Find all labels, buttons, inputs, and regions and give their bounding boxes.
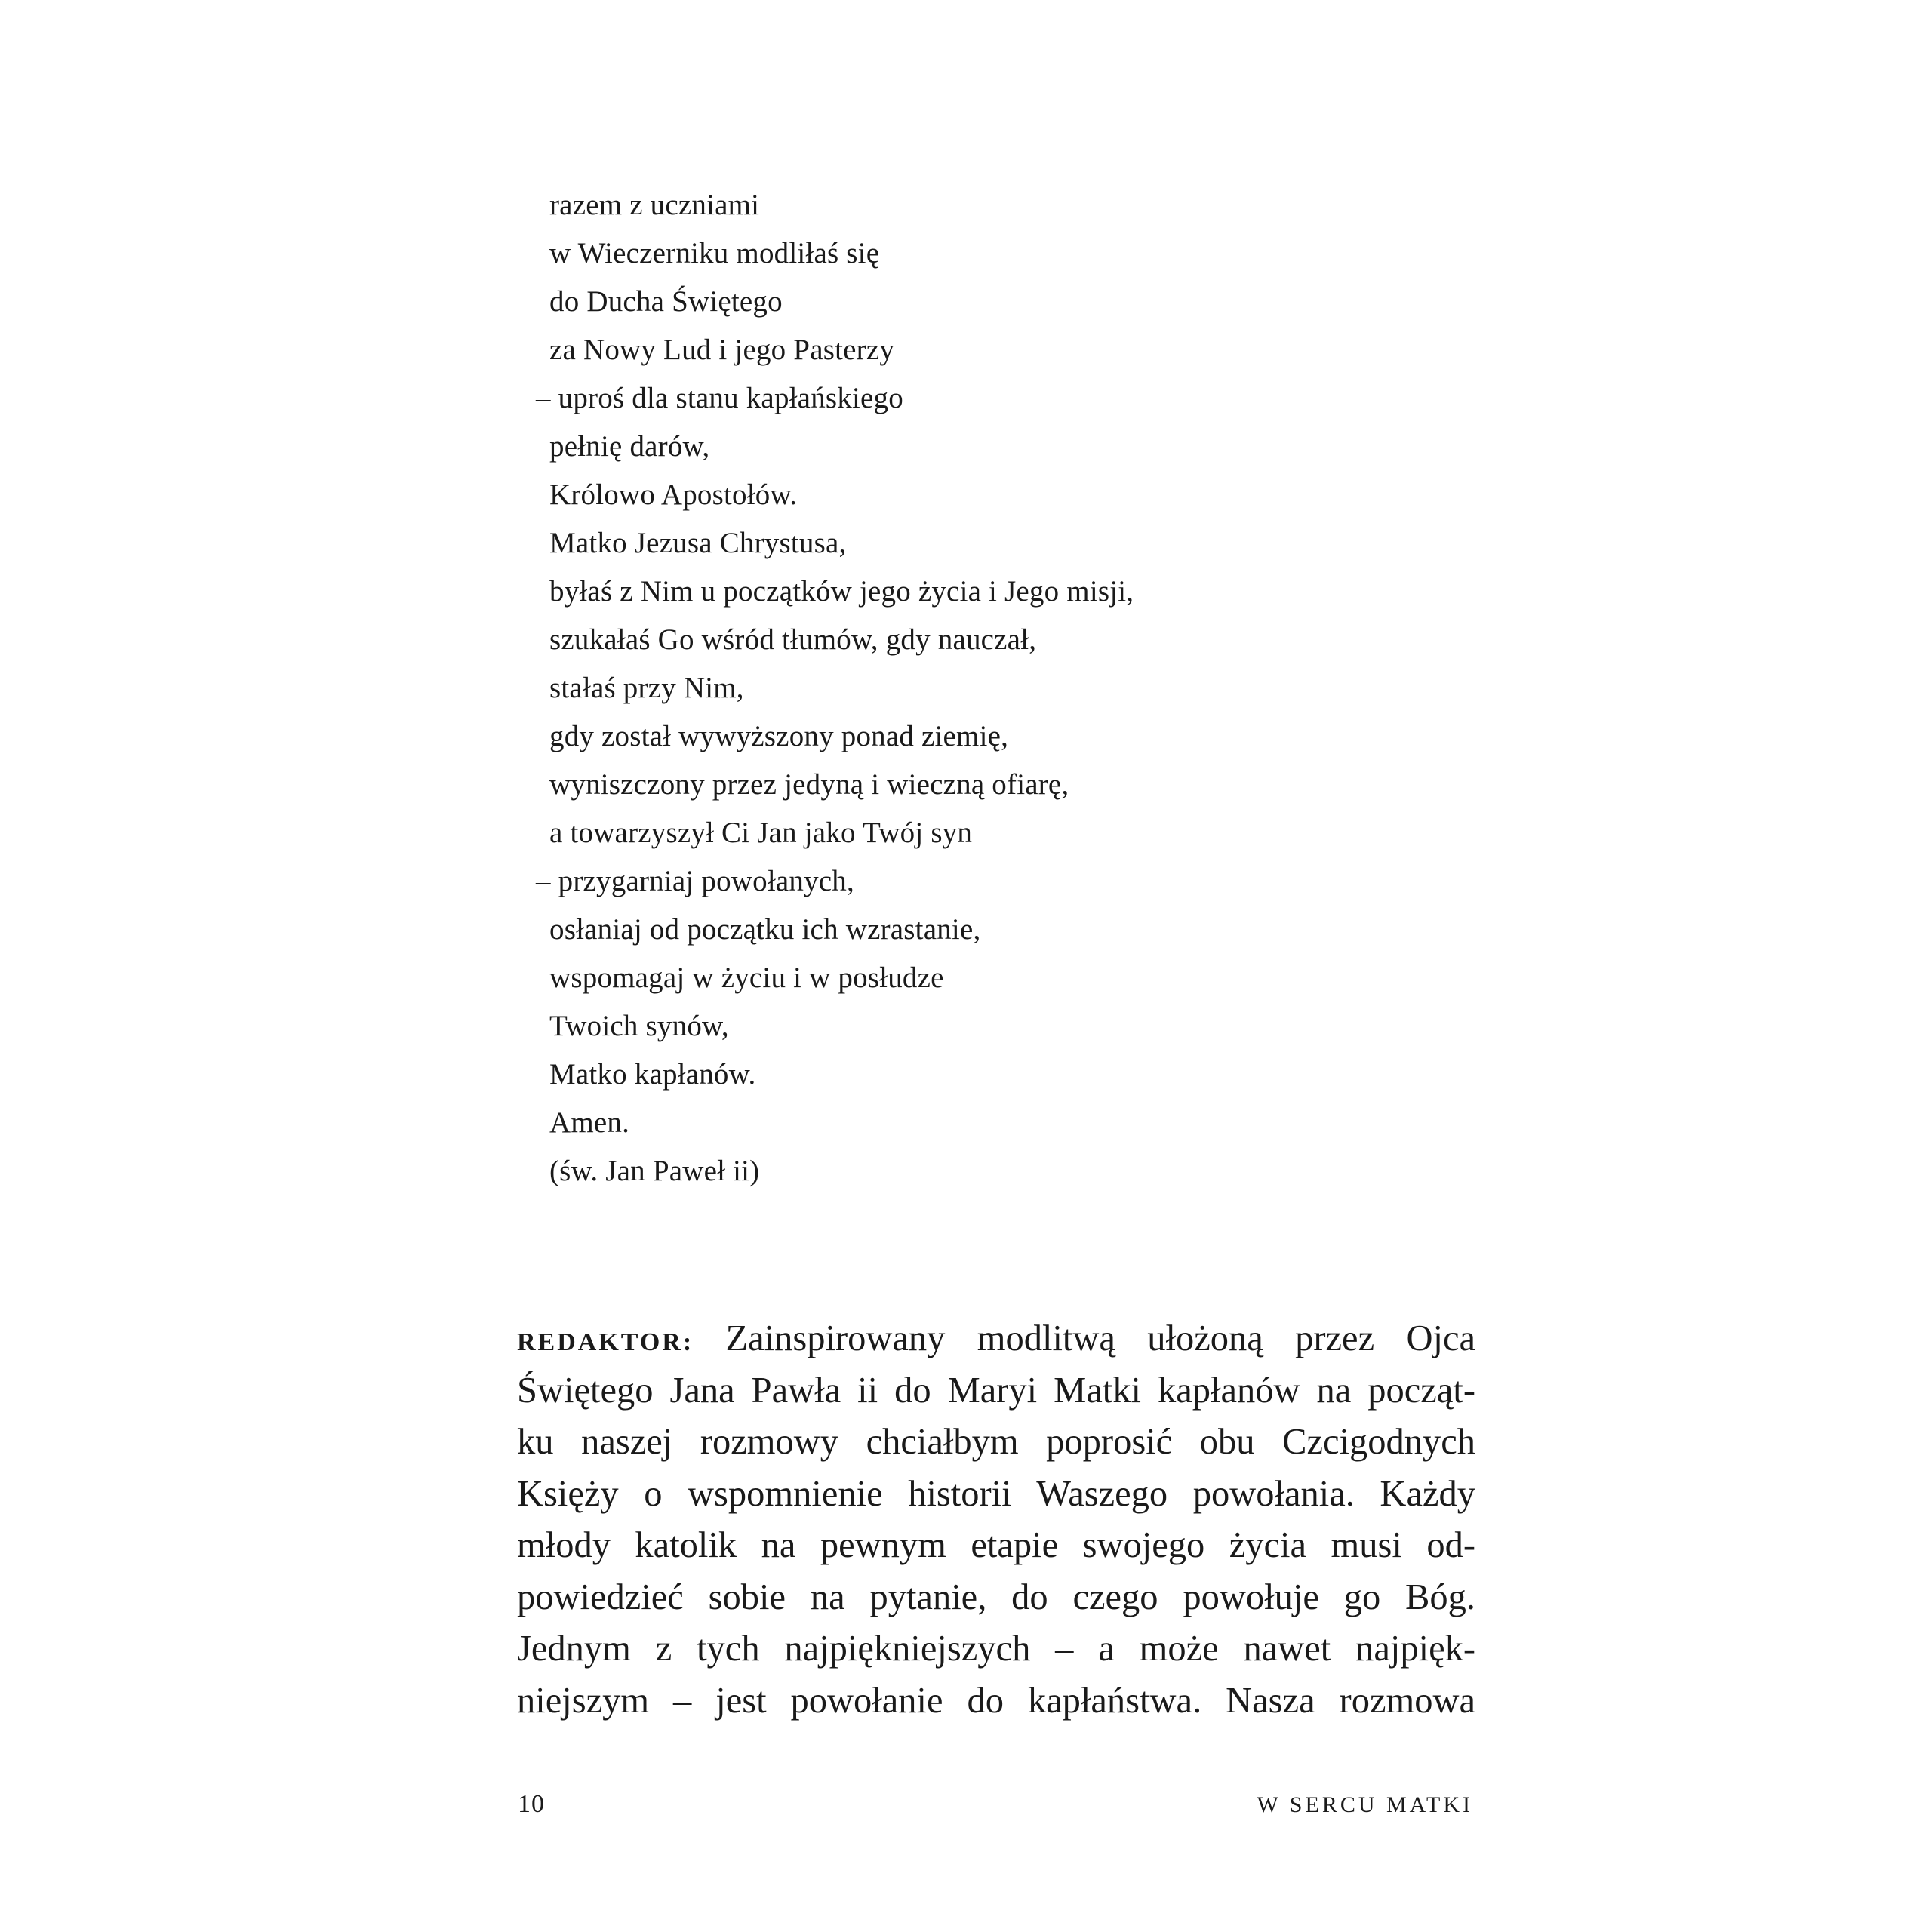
running-title: W SERCU MATKI bbox=[1257, 1792, 1473, 1817]
poem-line: gdy został wywyższony ponad ziemię, bbox=[549, 720, 1009, 752]
interview-paragraph bbox=[517, 1313, 1475, 1727]
poem-line: wyniszczony przez jedyną i wieczną ofiarę, bbox=[549, 768, 1069, 801]
interview-line: ku naszej rozmowy chciałbym poprosić obu Czcigodnych bbox=[517, 1422, 1475, 1462]
poem-line: Matko kapłanów. bbox=[549, 1058, 756, 1091]
poem-line: – uproś dla stanu kapłańskiego bbox=[536, 382, 903, 414]
interview-line: Jednym z tych najpiękniejszych – a może nawet najpięk- bbox=[517, 1629, 1475, 1669]
interview-line: Księży o wspomnienie historii Waszego powołania. Każdy bbox=[517, 1473, 1475, 1514]
poem-line: w Wieczerniku modliłaś się bbox=[549, 237, 880, 269]
speaker-label: REDAKTOR: bbox=[517, 1328, 694, 1356]
prayer-poem bbox=[536, 181, 1134, 1195]
interview-line bbox=[517, 1313, 1475, 1365]
poem-line: byłaś z Nim u początków jego życia i Jego misji, bbox=[549, 575, 1134, 608]
interview-line: Świętego Jana Pawła ii do Maryi Matki kapłanów na począt- bbox=[517, 1370, 1475, 1411]
poem-line: stałaś przy Nim, bbox=[549, 672, 744, 704]
interview-line: powiedzieć sobie na pytanie, do czego powołuje go Bóg. bbox=[517, 1577, 1475, 1617]
interview-line: młody katolik na pewnym etapie swojego życia musi od- bbox=[517, 1525, 1475, 1565]
poem-line: Amen. bbox=[549, 1106, 630, 1139]
poem-line: za Nowy Lud i jego Pasterzy bbox=[549, 334, 895, 366]
poem-attribution: (św. Jan Paweł ii) bbox=[549, 1155, 760, 1187]
poem-line: razem z uczniami bbox=[549, 189, 760, 221]
page-number: 10 bbox=[518, 1790, 545, 1818]
poem-line: wspomagaj w życiu i w posłudze bbox=[549, 961, 944, 994]
poem-line: do Ducha Świętego bbox=[549, 285, 783, 318]
poem-line: a towarzyszył Ci Jan jako Twój syn bbox=[549, 817, 973, 849]
poem-line: pełnię darów, bbox=[549, 430, 710, 463]
poem-line: Matko Jezusa Chrystusa, bbox=[549, 527, 847, 559]
poem-line: osłaniaj od początku ich wzrastanie, bbox=[549, 913, 981, 946]
poem-line: szukałaś Go wśród tłumów, gdy nauczał, bbox=[549, 623, 1037, 656]
interview-line: niejszym – jest powołanie do kapłaństwa. Nasza rozmowa bbox=[517, 1680, 1475, 1721]
interview-line-text: Zainspirowany modlitwą ułożoną przez Ojca bbox=[725, 1318, 1475, 1358]
poem-line: Królowo Apostołów. bbox=[549, 478, 798, 511]
poem-line: Twoich synów, bbox=[549, 1010, 729, 1042]
poem-line: – przygarniaj powołanych, bbox=[536, 865, 854, 897]
